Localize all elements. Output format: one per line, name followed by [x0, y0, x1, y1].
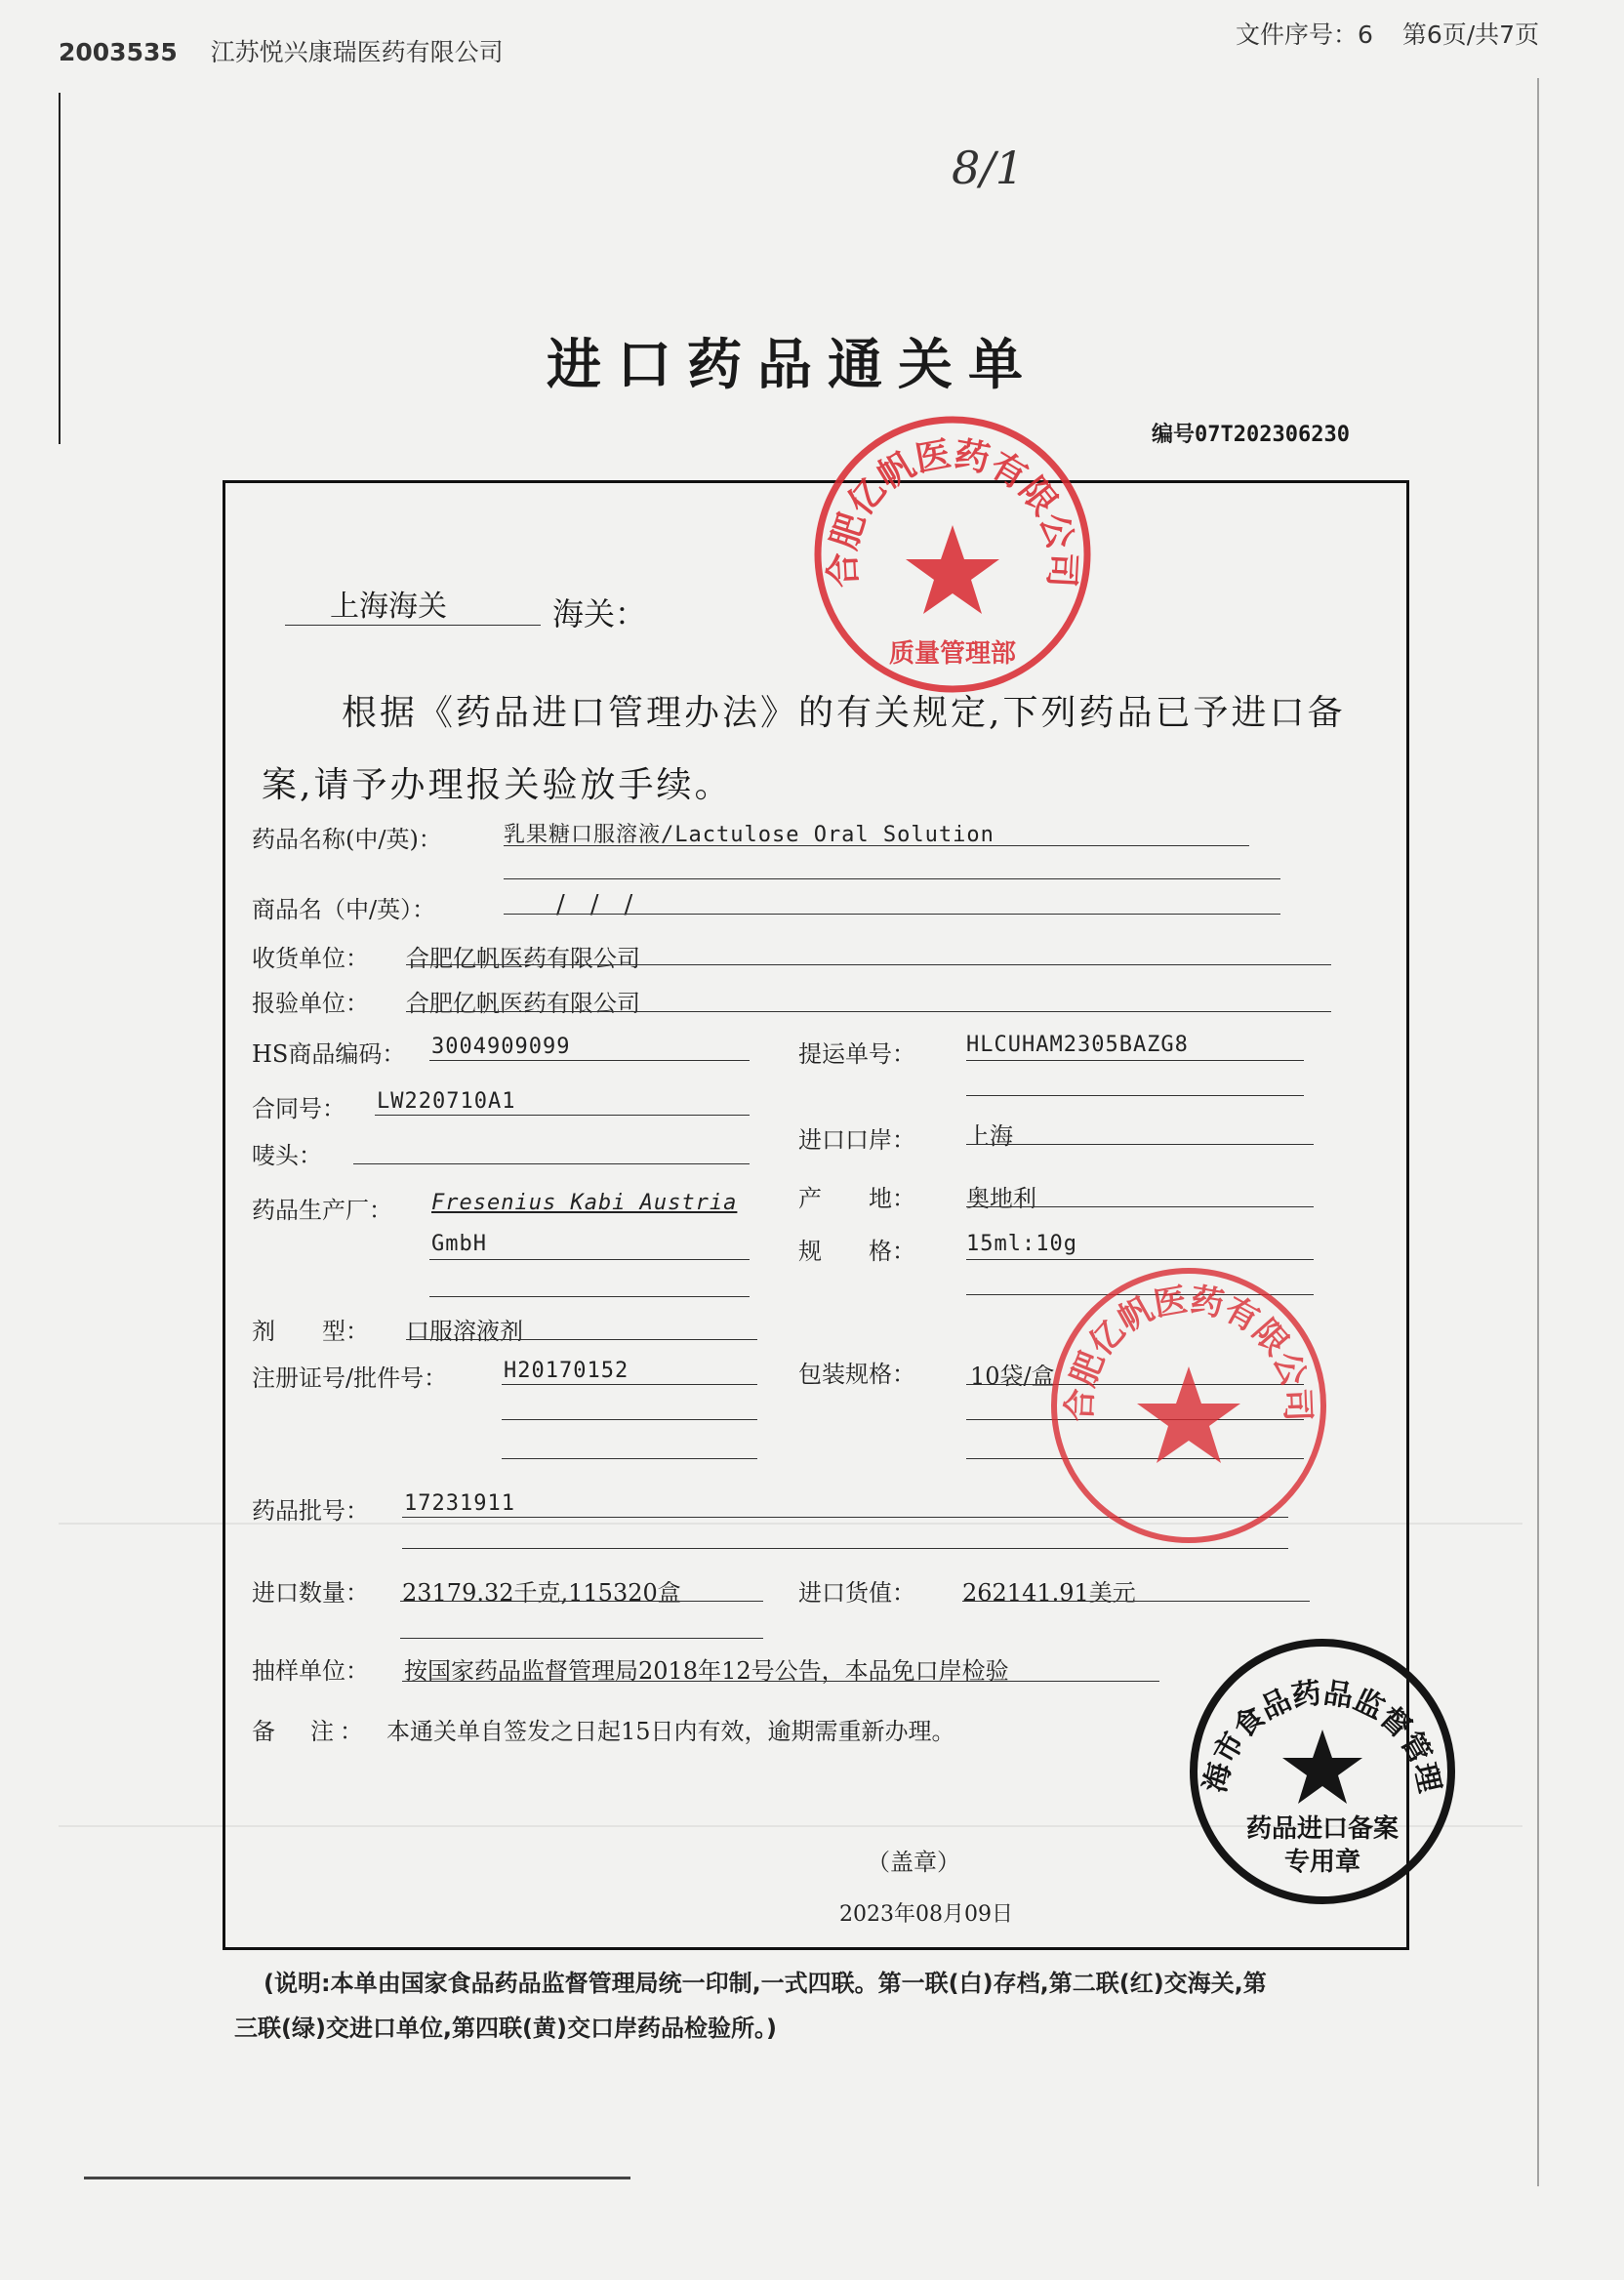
stamp3-inner-text-1: 药品进口备案 [1245, 1814, 1400, 1844]
spec-label: 规 格： [798, 1238, 915, 1265]
sampling-value: 按国家药品监督管理局2018年12号公告，本品免口岸检验 [404, 1657, 1009, 1685]
origin-label: 产 地： [798, 1185, 915, 1212]
package-label: 包装规格： [798, 1361, 915, 1388]
consignee-label: 收货单位： [252, 945, 369, 972]
package-value: 10袋/盒 [970, 1363, 1055, 1390]
remarks-value: 本通关单自签发之日起15日内有效，逾期需重新办理。 [386, 1718, 955, 1745]
bill-of-lading-label: 提运单号： [798, 1040, 915, 1068]
file-info [1236, 16, 1539, 51]
inspection-unit-value: 合肥亿帆医药有限公司 [406, 990, 640, 1017]
spec-value: 15ml:10g [966, 1232, 1077, 1256]
contract-no-value: LW220710A1 [377, 1089, 516, 1114]
manufacturer-value-line2: GmbH [431, 1232, 487, 1256]
origin-value: 奥地利 [966, 1185, 1036, 1212]
seal-label: （盖章） [867, 1849, 960, 1876]
manufacturer-value-line1: Fresenius Kabi Austria [431, 1191, 738, 1215]
file-no-label: 文件序号： [1236, 20, 1359, 49]
issue-date: 2023年08月09日 [839, 1902, 1013, 1927]
company-name: 江苏悦兴康瑞医药有限公司 [210, 38, 504, 66]
note-line-1: (说明:本单由国家食品药品监督管理局统一印制,一式四联。第一联(白)存档,第二联(红)交海关,第 [264, 1970, 1267, 1997]
intro-line-1: 根据《药品进口管理办法》的有关规定,下列药品已予进口备 [342, 693, 1346, 733]
intro-line-2: 案,请予办理报关验放手续。 [262, 765, 733, 805]
registration-value: H20170152 [504, 1359, 629, 1383]
hs-code-value: 3004909099 [431, 1035, 571, 1059]
drug-name-value: 乳果糖口服溶液/Lactulose Oral Solution [504, 823, 995, 847]
manufacturer-label: 药品生产厂： [252, 1197, 392, 1224]
customs-suffix: 海关： [552, 595, 647, 632]
consignee-value: 合肥亿帆医药有限公司 [406, 945, 640, 972]
import-value-value: 262141.91美元 [962, 1579, 1136, 1607]
inspection-unit-label: 报验单位： [252, 990, 369, 1017]
regulator-stamp [1181, 1630, 1464, 1913]
port-value: 上海 [966, 1122, 1013, 1150]
trade-name-label: 商品名（中/英）： [252, 896, 436, 923]
quantity-label: 进口数量： [252, 1579, 369, 1607]
remarks-label: 备 注： [252, 1718, 369, 1745]
form-number: 编号07T202306230 [1152, 423, 1350, 447]
doc-id: 2003535 [59, 38, 178, 66]
quantity-value: 23179.32千克,115320盒 [402, 1579, 681, 1607]
handwritten-note: 8/1 [952, 142, 1025, 194]
stamp1-outer-text: 合肥亿帆医药有限公司 [823, 434, 1082, 590]
stamp2-text: 合肥亿帆医药有限公司 [1060, 1280, 1318, 1423]
form-title: 进口药品通关单 [547, 334, 1038, 397]
import-value-label: 进口货值： [798, 1579, 915, 1607]
company-stamp-secondary [1042, 1259, 1335, 1552]
trade-name-value: / / / [556, 890, 633, 919]
customs-value: 上海海关 [330, 590, 447, 624]
batch-label: 药品批号： [252, 1497, 369, 1525]
stamp3-outer-text: 海市食品药品监督管理 [1198, 1676, 1447, 1796]
port-label: 进口口岸： [798, 1126, 915, 1154]
scan-edge-line [1537, 78, 1539, 2186]
stamp1-inner-text: 质量管理部 [888, 639, 1017, 669]
bill-of-lading-value: HLCUHAM2305BAZG8 [966, 1033, 1189, 1057]
header-bar [59, 33, 504, 68]
company-quality-stamp [806, 408, 1099, 701]
batch-value: 17231911 [404, 1491, 515, 1516]
dosage-form-value: 口服溶液剂 [406, 1318, 523, 1345]
scan-bottom-line [84, 2177, 630, 2179]
sampling-label: 抽样单位： [252, 1657, 369, 1685]
scan-edge-line [59, 93, 61, 444]
mark-label: 唛头： [252, 1142, 322, 1169]
page-info: 第6页/共7页 [1401, 20, 1540, 49]
hs-code-label: HS商品编码： [252, 1040, 406, 1068]
dosage-form-label: 剂 型： [252, 1318, 369, 1345]
drug-name-label: 药品名称(中/英)： [252, 826, 442, 853]
stamp3-inner-text-2: 专用章 [1283, 1848, 1361, 1877]
file-no: 6 [1358, 20, 1373, 49]
registration-label: 注册证号/批件号： [252, 1364, 448, 1392]
note-line-2: 三联(绿)交进口单位,第四联(黄)交口岸药品检验所。) [234, 2015, 777, 2042]
contract-no-label: 合同号： [252, 1095, 345, 1122]
